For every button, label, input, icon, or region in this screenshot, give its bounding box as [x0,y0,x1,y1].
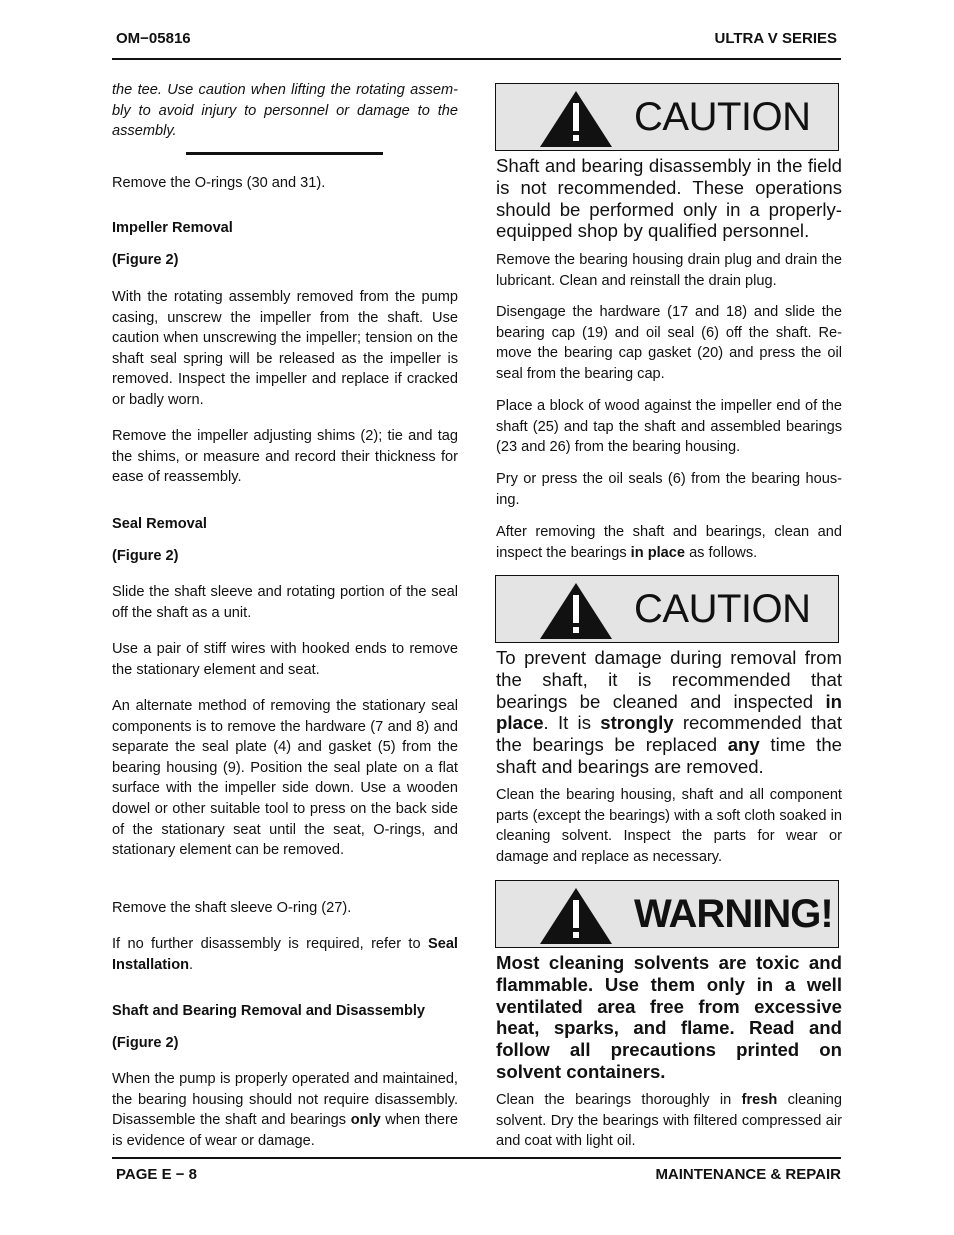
seal-paragraph-4: Remove the shaft sleeve O-ring (27). [112,900,352,916]
seal-removal-heading: Seal Removal [112,516,207,532]
seal-installation-reference: Seal Installation [112,936,458,973]
header-rule [112,58,841,60]
caution-box-1 [495,83,839,151]
warning-box [495,880,839,948]
caution-label-2: CAUTION [634,587,811,631]
seal-paragraph-2: Use a pair of stiff wires with hooked ends to remove the stationary element and seat. [112,641,458,678]
right-paragraph-1: Remove the bearing housing drain plug and drain the lubricant. Clean and reinstall the drain plug. [496,252,842,289]
caution-triangle-icon [538,581,614,641]
remove-orings-text: Remove the O-rings (30 and 31). [112,175,326,191]
right-paragraph-4: Pry or press the oil seals (6) from the bearing housing. [496,471,842,508]
shaft-figure-ref: (Figure 2) [112,1035,179,1051]
seal-paragraph-5: If no further disassembly is required, refer to Seal Installation. [112,936,458,973]
seal-paragraph-1: Slide the shaft sleeve and rotating portion of the seal off the shaft as a unit. [112,584,458,621]
caution-triangle-icon [538,89,614,149]
warning-label: WARNING! [634,892,833,936]
document-number: OM−05816 [116,30,191,47]
section-name: MAINTENANCE & REPAIR [655,1166,841,1183]
caution-text-1: Shaft and bearing disassembly in the field is not recommended. These operations should be performed only in a properly-equipped shop by qualified personnel. [496,155,842,242]
page-number: PAGE E − 8 [116,1166,198,1183]
shaft-bearing-heading: Shaft and Bearing Removal and Disassembly [112,1003,426,1019]
shaft-paragraph-1: When the pump is properly operated and maintained, the bearing housing should not require disassembly. Disassemble the shaft and bearings only when there is evidence of wear or damage. [112,1071,458,1149]
caution-box-2 [495,575,839,643]
right-paragraph-7: Clean the bearings thoroughly in fresh cleaning solvent. Dry the bearings with filtered compressed air and coat with light oil. [496,1092,842,1150]
impeller-removal-heading: Impeller Removal [112,220,233,236]
impeller-figure-ref: (Figure 2) [112,252,179,268]
series-title: ULTRA V SERIES [714,30,837,47]
impeller-paragraph-1: With the rotating assembly removed from the pump casing, unscrew the impeller from the shaft. Use caution when unscrewing the impeller; tension on the shaft seal spring will be released as the impeller is removed. Inspect the impeller and replace if cracked or badly worn. [112,289,458,408]
caution-text-2: To prevent damage during removal from the shaft, it is recommended that bearings be cleaned and inspected in place. It is strongly recommended that the bearings be replaced any time the shaft and bearings are removed. [496,647,843,777]
impeller-paragraph-2: Remove the impeller adjusting shims (2); tie and tag the shims, or measure and record their thickness for ease of reassembly. [112,428,458,486]
right-paragraph-6: Clean the bearing housing, shaft and all component parts (except the bearings) with a soft cloth soaked in cleaning solvent. Inspect the parts for wear or damage and replace as necessary. [496,787,842,865]
right-paragraph-3: Place a block of wood against the impeller end of the shaft (25) and tap the shaft and assembled bearings (23 and 26) from the bearing housing. [496,398,842,456]
footer-rule [112,1157,841,1159]
warning-text: Most cleaning solvents are toxic and flammable. Use them only in a well ventilated area free from excessive heat, sparks, and flame. Read and follow all precautions printed on solvent containers. [496,952,842,1082]
caution-label-1: CAUTION [634,95,811,139]
seal-paragraph-3: An alternate method of removing the stationary seal components is to remove the hardware (7 and 8) and separate the seal plate (4) and gasket (5) from the bearing housing (9). Position the seal plate on a flat surface with the impeller side down. Use a wooden dowel or other suitable tool to press on the back side of the stationary seat until the seat, O-rings, and stationary element can be removed. [112,698,458,859]
section-separator [186,152,383,155]
intro-italic-text: the tee. Use caution when lifting the rotating assembly to avoid injury to personnel or damage to the assembly. [112,82,458,140]
right-paragraph-5: After removing the shaft and bearings, clean and inspect the bearings in place as follows. [496,524,842,561]
seal-figure-ref: (Figure 2) [112,548,179,564]
warning-triangle-icon [538,886,614,946]
right-paragraph-2: Disengage the hardware (17 and 18) and slide the bearing cap (19) and oil seal (6) off the shaft. Remove the bearing cap gasket (20) and press the oil seal from the bearing cap. [496,304,842,382]
